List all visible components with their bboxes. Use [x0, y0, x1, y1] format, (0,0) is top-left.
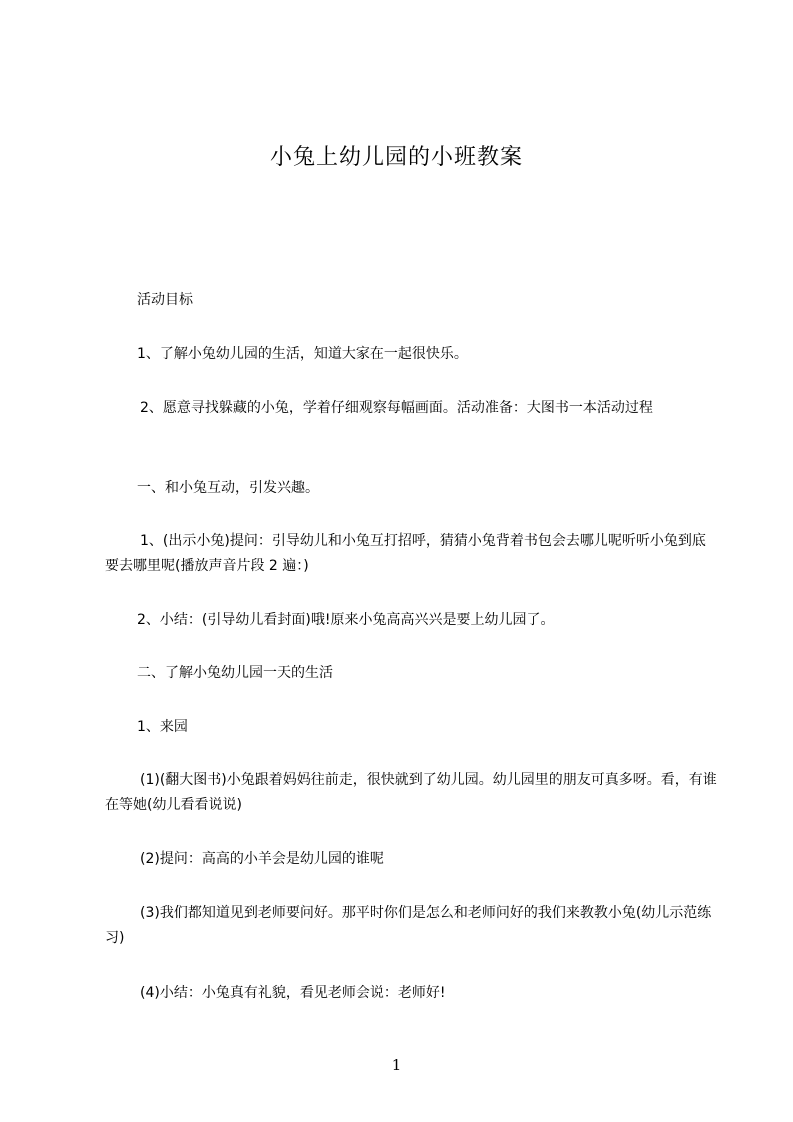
- paragraph: 一、和小兔互动，引发兴趣。: [137, 480, 319, 496]
- paragraph: (1)(翻大图书)小兔跟着妈妈往前走，很快就到了幼儿园。幼儿园里的朋友可真多呀。看，有谁在等她(幼儿看看说说): [105, 772, 717, 813]
- paragraph: 2、愿意寻找躲藏的小兔，学着仔细观察每幅画面。活动准备：大图书一本活动过程: [140, 400, 653, 416]
- document-title: 小兔上幼儿园的小班教案: [269, 145, 523, 170]
- paragraph: 1、(出示小兔)提问：引导幼儿和小兔互打招呼，猜猜小兔背着书包会去哪儿呢听听小兔到底要去哪里呢(播放声音片段 2 遍：): [105, 533, 706, 574]
- paragraph: 活动目标: [137, 292, 193, 308]
- paragraph: (4)小结：小兔真有礼貌，看见老师会说：老师好!: [140, 985, 446, 1001]
- paragraph: 1、了解小兔幼儿园的生活，知道大家在一起很快乐。: [137, 346, 468, 362]
- paragraph: 1、来园: [137, 719, 188, 735]
- paragraph: (2)提问：高高的小羊会是幼儿园的谁呢: [140, 851, 384, 867]
- paragraph: 二、了解小兔幼儿园一天的生活: [137, 665, 333, 681]
- page-number: 1: [391, 1056, 402, 1074]
- paragraph: (3)我们都知道见到老师要问好。那平时你们是怎么和老师问好的我们来教教小兔(幼儿示范练习): [105, 905, 712, 946]
- paragraph: 2、小结：(引导幼儿看封面)哦!原来小兔高高兴兴是要上幼儿园了。: [137, 612, 555, 628]
